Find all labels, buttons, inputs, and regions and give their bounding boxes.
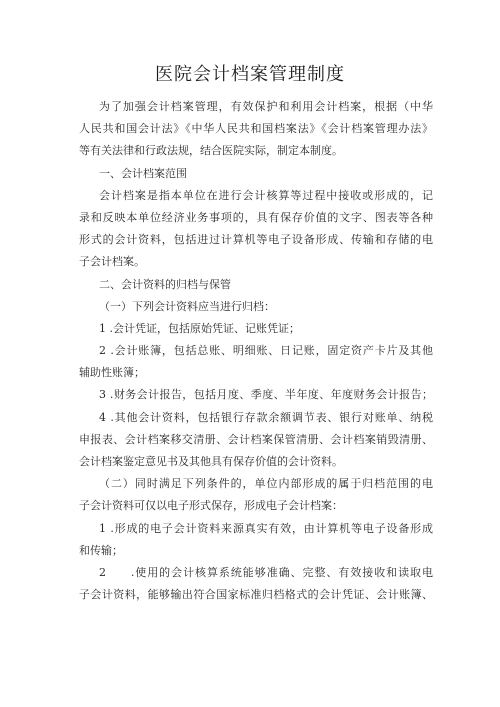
text-line: 录和反映本单位经济业务事项的，具有保存价值的文字、图表等各种: [79, 210, 433, 224]
text-line: 申报表、会计档案移交清册、会计档案保管清册、会计档案销毁清册、: [79, 432, 433, 446]
text-line: 形式的会计资料，包括进过计算机等电子设备形成、传输和存储的电: [79, 233, 433, 247]
text-line: （二）同时满足下列条件的，单位内部形成的属于归档范围的电: [99, 477, 433, 491]
text-line: （一）下列会计资料应当进行归档：: [99, 299, 275, 313]
text-line: 一、会计档案范围: [99, 166, 187, 180]
text-line: 二、会计资料的归档与保管: [99, 277, 231, 291]
text-line: 4 .其他会计资料，包括银行存款余额调节表、银行对账单、纳税: [99, 410, 433, 424]
text-line: 子会计档案。: [79, 255, 145, 269]
text-line: 辅助性账簿；: [79, 366, 145, 380]
document-title: 医院会计档案管理制度: [155, 64, 345, 85]
text-line: 子会计资料可仅以电子形式保存，形成电子会计档案：: [79, 499, 343, 513]
text-line: 3 .财务会计报告，包括月度、季度、半年度、年度财务会计报告；: [99, 388, 433, 402]
text-line: 2 .使用的会计核算系统能够准确、完整、有效接收和读取电: [99, 565, 433, 579]
text-line: 会计档案鉴定意见书及其他具有保存价值的会计资料。: [79, 455, 343, 468]
text-line: 会计档案是指本单位在进行会计核算等过程中接收或形成的，记: [99, 188, 433, 202]
text-line: 等有关法律和行政法规，结合医院实际，制定本制度。: [79, 144, 343, 158]
text-line: 1 .会计凭证，包括原始凭证、记账凭证；: [99, 321, 300, 335]
text-line: 和传输；: [79, 543, 123, 557]
text-line: 子会计资料，能够输出符合国家标准归档格式的会计凭证、会计账簿、: [79, 588, 433, 602]
text-line: 人民共和国会计法》《中华人民共和国档案法》《会计档案管理办法》: [79, 122, 433, 136]
document-body: [79, 96, 433, 606]
text-line: 2 .会计账簿，包括总账、明细账、日记账，固定资产卡片及其他: [99, 344, 433, 358]
text-line: 1 .形成的电子会计资料来源真实有效，由计算机等电子设备形成: [99, 521, 433, 535]
text-line: 为了加强会计档案管理，有效保护和利用会计档案，根据（中华: [99, 100, 433, 113]
